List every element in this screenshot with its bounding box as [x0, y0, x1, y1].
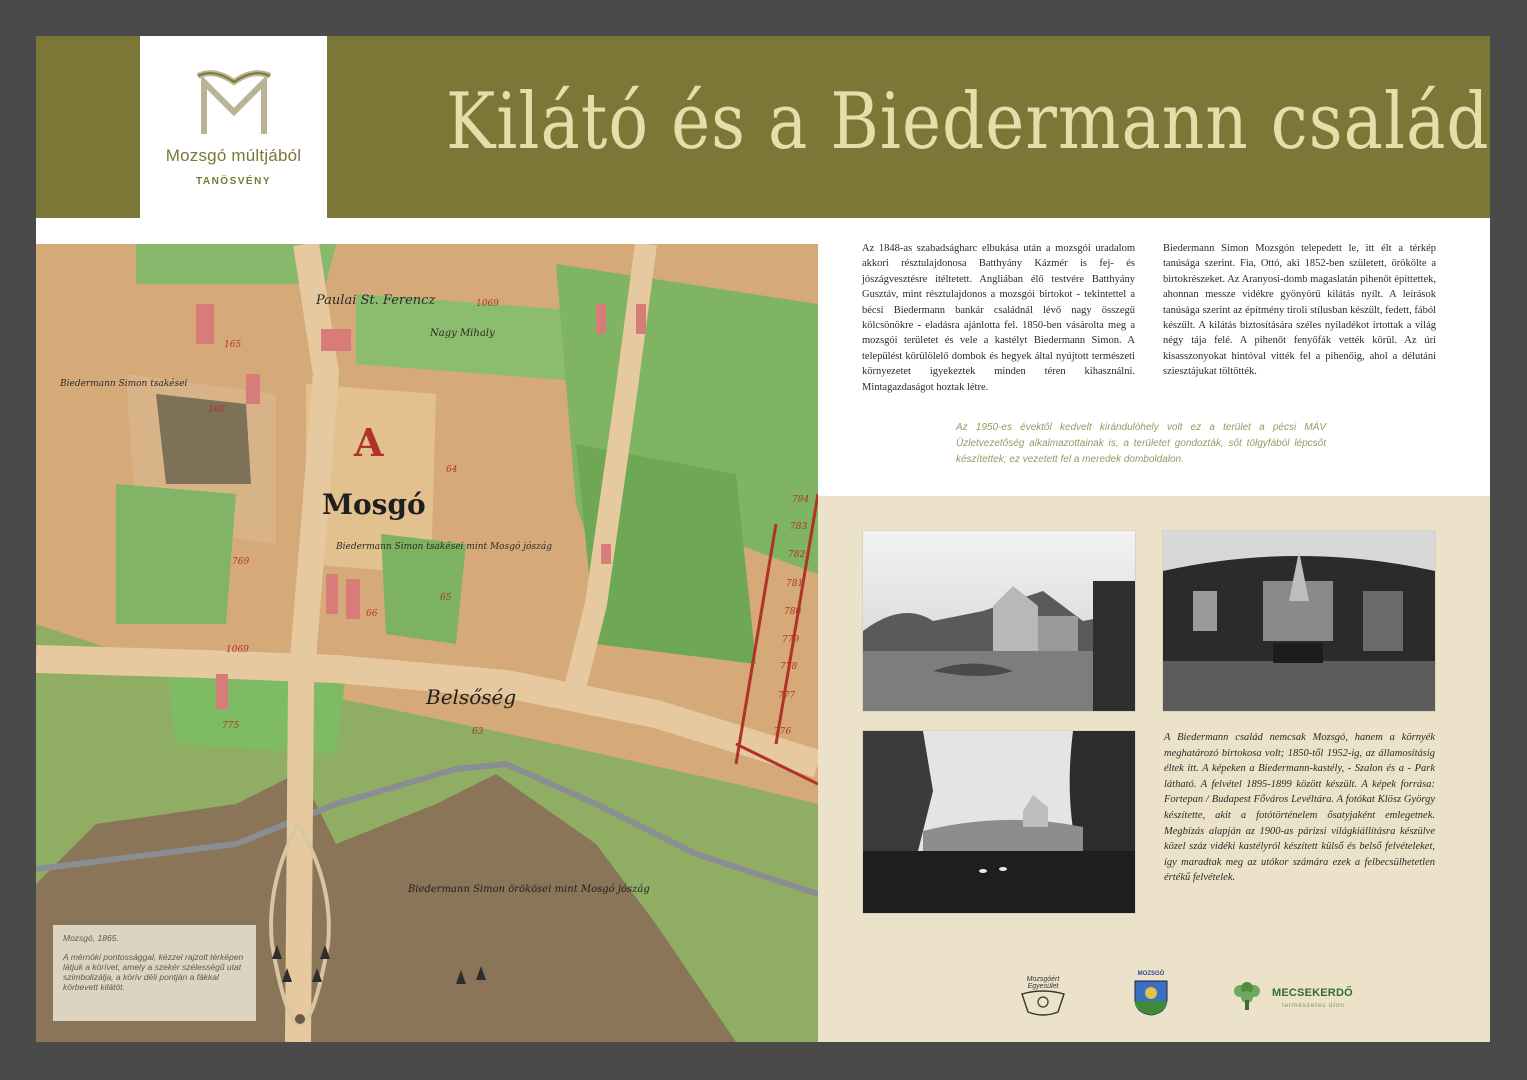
parcel-number: 784	[792, 495, 810, 505]
parcel-number: 64	[446, 465, 458, 475]
photo-description: A Biedermann család nemcsak Mozsgó, hanem a környék meghatározó birtokosa volt; 1850-től 1952-ig, az államosításig éltek itt. A képeken a Biedermann-kastély, - Szalon és a - Park látható. A felvétel 1895-1899 között készült. A képek forrása: Fortepan / Budapest Főváros Levéltára. A fotókat Klösz György készítette, akit a fotótörténelem ősatyjaként emlegetnek. Megbízás alapján az 1900-as párizsi világkiállításra készülve közel száz vidéki kastélyról készített külső és belső felvételeket, így maradtak meg az utókor számára ezek a felbecsülhetetlen értékű felvételek.	[1164, 732, 1435, 884]
map-caption-text: A mérnöki pontossággal, kézzel rajzolt térképen látjuk a körívet, amely a szekér szélességű utat szimbolizálja, a körív déli pontján a fákkal körbevett kilátót.	[63, 952, 244, 992]
highlight-quote: Az 1950-es évektől kedvelt kirándulóhely volt ez a terület a pécsi MÁV Üzletvezetőség alkalmazottainak is, a területet gondozták, sőt tölgyfából lépcsőt készítettek; ez vezetett fel a meredek domboldalon.	[956, 422, 1326, 465]
header-band	[36, 36, 1490, 218]
salon-interior-photo	[1162, 530, 1436, 712]
map-nagy-mihaly-label: Nagy Mihaly	[430, 328, 495, 339]
page-title: Kilátó és a Biedermann család	[446, 76, 1490, 167]
map-biedermann-south-label: Biedermann Simon örökösei mint Mosgó jószág	[408, 884, 650, 895]
parcel-number: 779	[782, 635, 800, 645]
parcel-number: 1069	[476, 299, 499, 309]
map-belsoseg-label: Belsőség	[426, 685, 517, 709]
parcel-number: 769	[232, 557, 250, 567]
parcel-number: 778	[780, 662, 798, 672]
map-caption-title: Mozsgó, 1865.	[63, 933, 119, 943]
emblem-icon	[1018, 990, 1068, 1016]
parcel-number: 1069	[226, 645, 249, 655]
parcel-number: 780	[784, 607, 802, 617]
parcel-number: 781	[786, 579, 804, 589]
logo-name: Mozsgó múltjából	[165, 146, 302, 165]
parcel-number: 775	[222, 721, 240, 731]
map-street-label: Paulai St. Ferencz	[316, 293, 436, 308]
parcel-number: 783	[790, 522, 808, 532]
mm-logo-icon	[194, 68, 274, 138]
mecsekerdo-name: MECSEKERDŐ	[1272, 987, 1353, 999]
map-biedermann-mid-label: Biedermann Simon tsakései mint Mosgó jószág	[336, 542, 552, 552]
parcel-number: 776	[774, 727, 792, 737]
logo	[140, 36, 327, 218]
sponsor-mozsgo-coat-of-arms	[1128, 971, 1174, 1022]
park-lake-photo	[862, 730, 1136, 914]
sponsor-mozsgoert	[1012, 976, 1074, 1018]
map-caption	[53, 925, 256, 1021]
intro-column-1: Az 1848-as szabadságharc elbukása után a mozsgói uradalom akkori résztulajdonosa Batthyány Kázmér is fej- és jószágvesztésre ítéltetett. Angliában élő testvére Batthyány Gusztáv, mint résztulajdonos a mozsgói birtokot - tekintettel a bécsi Biedermann bankár családnál lévő nagy összegű kölcsönökre - eladásra ajánlotta fel. 1850-ben vásárolta meg a mozsgói területet és vele a kastélyt Biedermann Simon. A települést körülölelő dombok és hegyek által nyújtott természeti környezetet igyekeztek minden téren kihasználni. Mintagazdaságot hoztak létre.	[862, 243, 1135, 393]
intro-column-2: Biedermann Simon Mozsgón telepedett le, itt élt a térkép tanúsága szerint. Fia, Ottó, aki 1852-ben született, örökölte a birtokrészeket. Az Aranyosi-domb magaslatán pihenőt építtettek, ahonnan messze vidékre gyönyörű kilátás nyílt. A leírások tanúsága szerint az építmény tiroli stílusban készült, fedett, fából készült. A kilátás biztosítására széles nyiladékot irtottak a világ négy tája felé. A pihenőt fenyőfák vették körül. Az úri kisasszonyokat hintóval vitték fel a pihenőig, ahol a délutáni sziesztájukat töltötték.	[1163, 243, 1436, 378]
parcel-number: 777	[778, 691, 796, 701]
info-board	[36, 36, 1490, 1042]
map-biedermann-north-label: Biedermann Simon tsakései	[60, 379, 188, 389]
parcel-number: 166	[208, 405, 226, 415]
parcel-number: 782	[788, 550, 806, 560]
map-letter-a: A	[354, 420, 384, 465]
castle-exterior-photo	[862, 530, 1136, 712]
parcel-number: 165	[224, 340, 242, 350]
map-village-label: Mosgó	[322, 488, 426, 521]
mecsekerdo-tagline: természetes úton	[1282, 1002, 1345, 1009]
logo-subtitle: TANÖSVÉNY	[196, 176, 271, 187]
historic-map	[36, 244, 818, 1042]
parcel-number: 63	[472, 727, 484, 737]
map-drawing	[36, 244, 818, 1042]
parcel-number: 65	[440, 593, 452, 603]
parcel-number: 66	[366, 609, 378, 619]
sponsor-mozsgoert-name: Mozsgóért Egyesület	[1026, 976, 1060, 990]
coat-of-arms-icon	[1131, 977, 1171, 1017]
tree-logo-icon	[1232, 982, 1262, 1010]
coat-of-arms-label: MOZSGÓ	[1137, 971, 1165, 977]
